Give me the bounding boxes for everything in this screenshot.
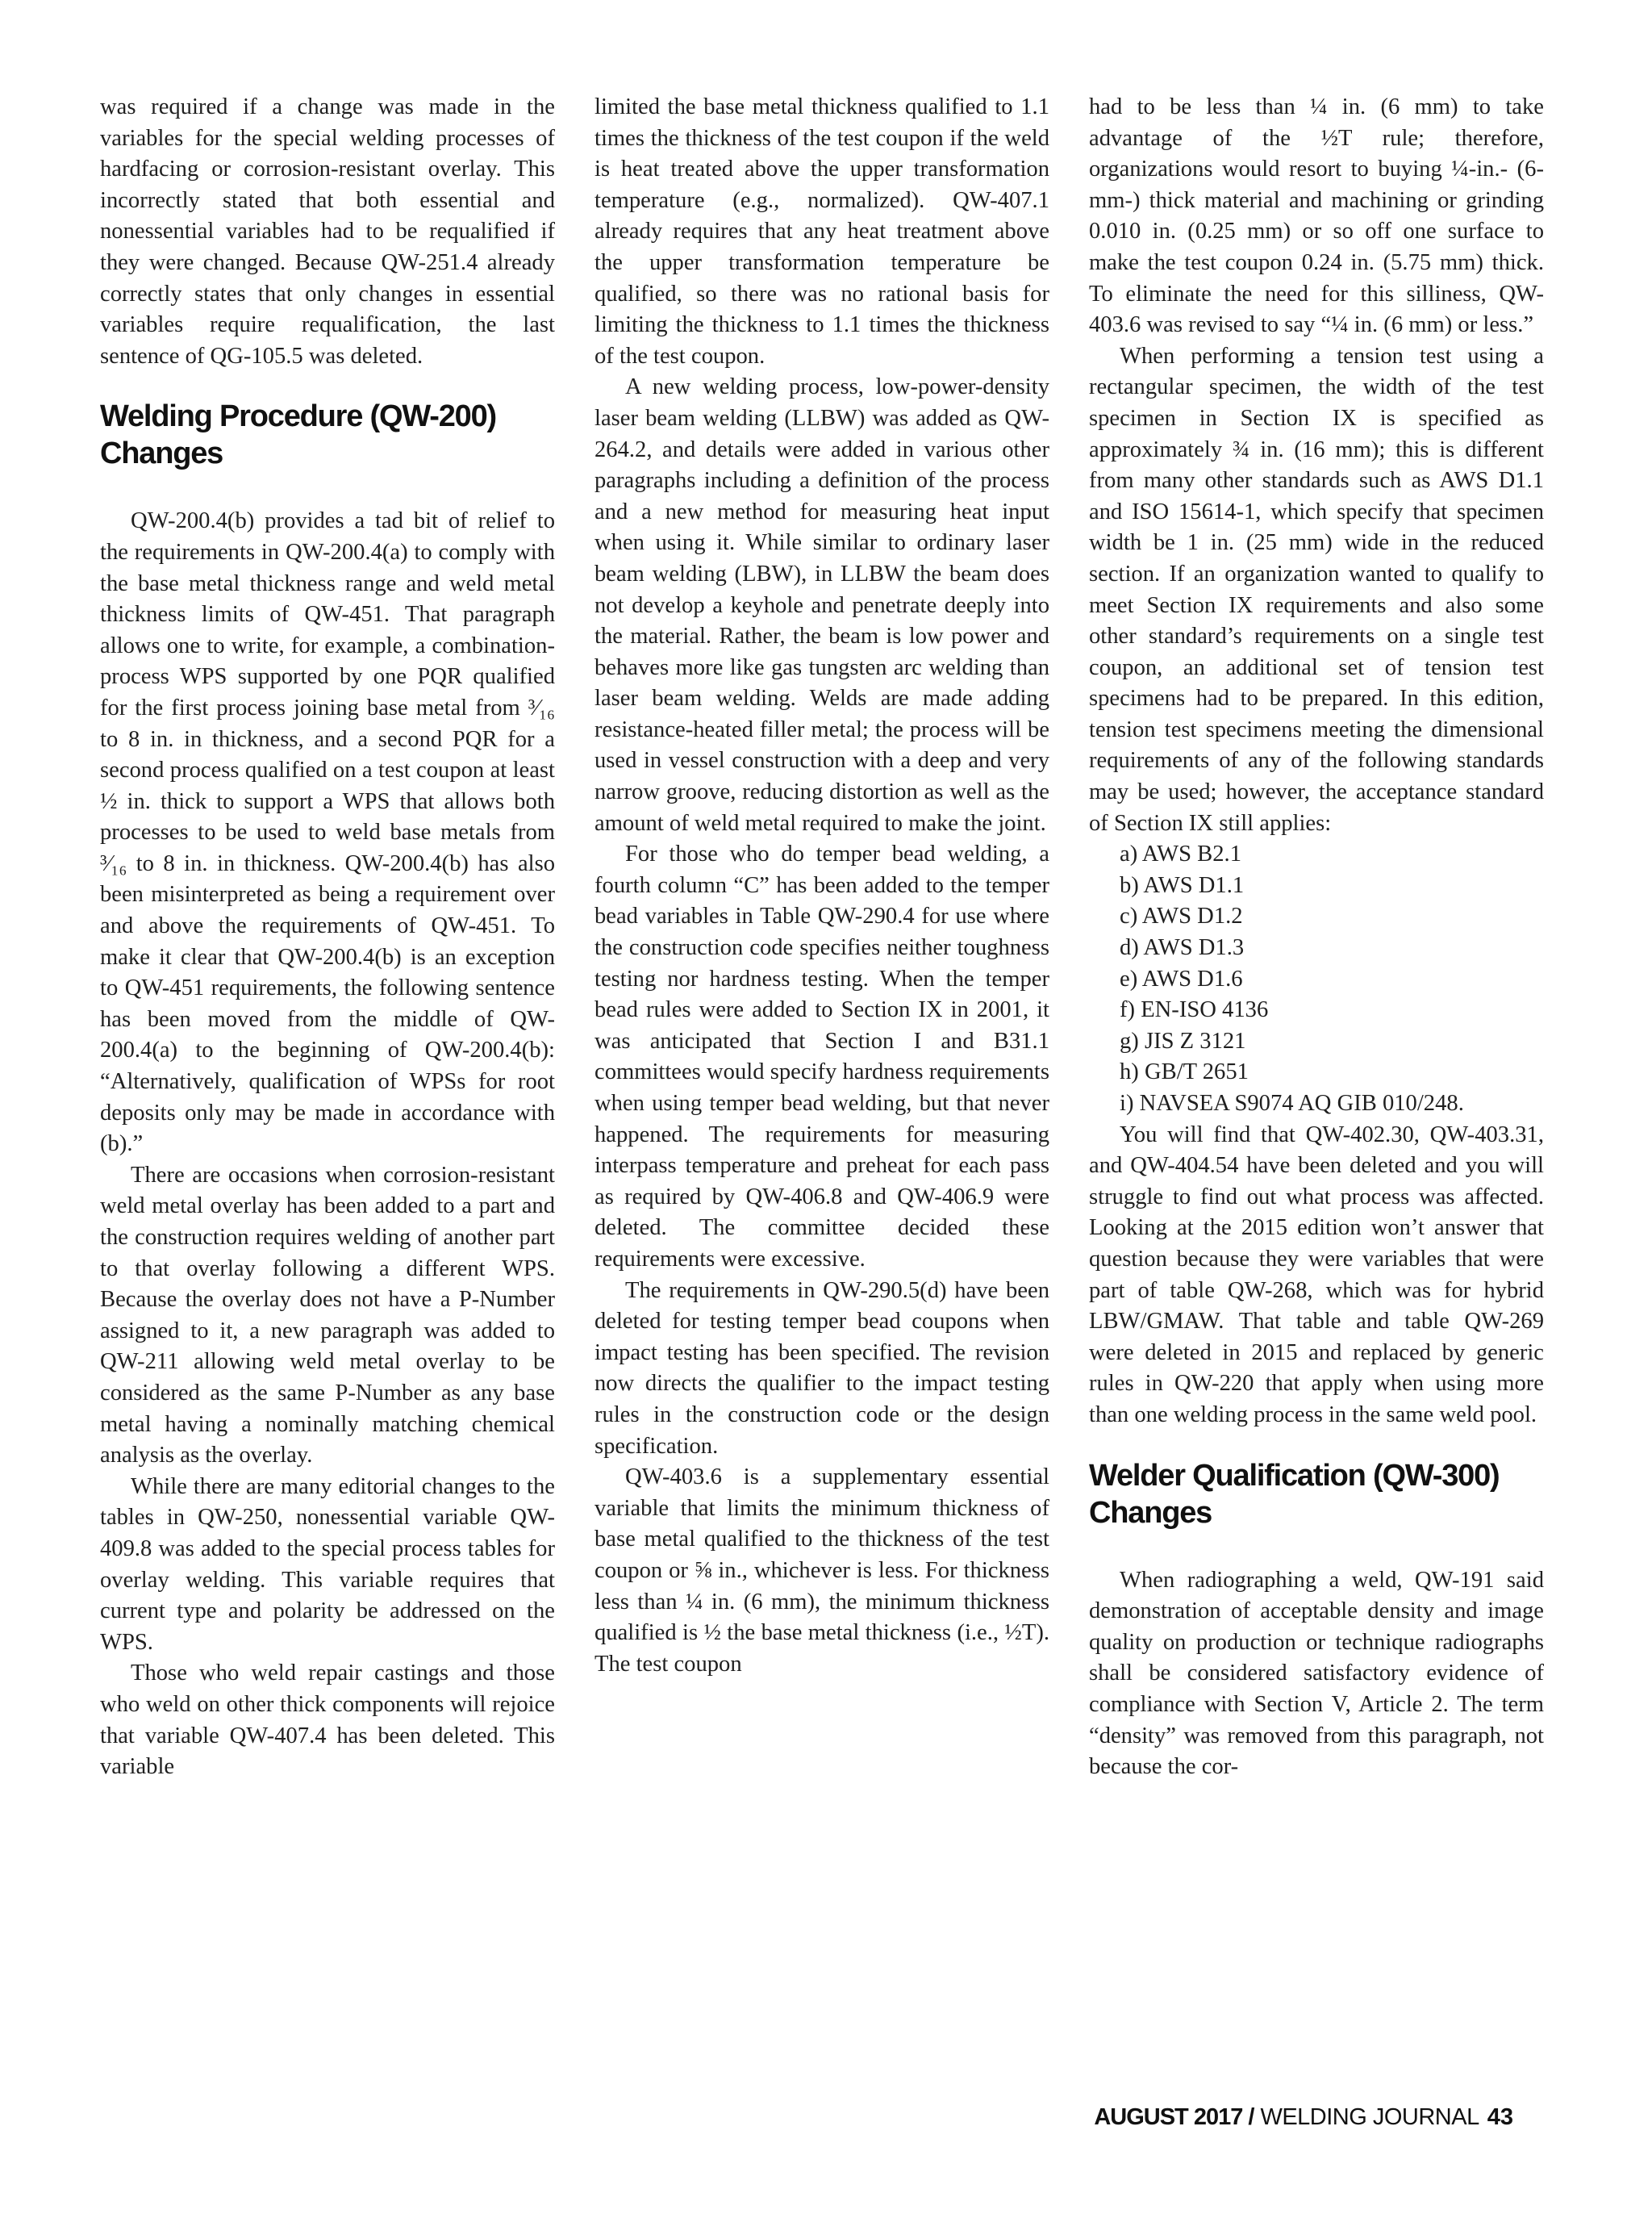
paragraph: When radiographing a weld, QW-191 said demonstration of acceptable density and image quality on production or technique radiographs shall be considered satisfactory evidence of compliance with Section V, Article 2. The term “density” was removed from this paragraph, not because the cor-: [1089, 1567, 1544, 1780]
section-heading-welder-qualification: Welder Qualification (QW-300) Changes: [1089, 1458, 1500, 1530]
list-item: c) AWS D1.2: [1120, 904, 1243, 929]
list-item: f) EN-ISO 4136: [1120, 997, 1269, 1023]
standards-list: [1089, 839, 1544, 1119]
paragraph: A new welding process, low-power-density laser beam welding (LLBW) was added as QW-264.2, and details were added in various other paragraphs including a definition of the process and a new method for measuring heat input when using it. While similar to ordinary laser beam welding (LBW), in LLBW the beam does not develop a keyhole and penetrate deeply into the material. Rather, the beam is low power and behaves more like gas tungsten arc welding than laser beam welding. Welds are made adding resistance-heated filler metal; the process will be used in vessel construction with a deep and very narrow groove, reducing distortion as well as the amount of weld metal required to make the joint.: [594, 374, 1049, 836]
column-3: [1089, 92, 1544, 1783]
paragraph: Those who weld repair castings and those who weld on other thick components will rejoice that variable QW-407.4 has been deleted. This variable: [100, 1660, 555, 1780]
paragraph: You will find that QW-402.30, QW-403.31, and QW-404.54 have been deleted and you will struggle to find out what process was affected. Looking at the 2015 edition won’t answer that question because they were variables that were part of table QW-268, which was for hybrid LBW/GMAW. That table and table QW-269 were deleted in 2015 and replaced by generic rules in QW-220 that apply when using more than one welding process in the same weld pool.: [1089, 1122, 1544, 1427]
list-item: b) AWS D1.1: [1120, 872, 1245, 898]
paragraph: was required if a change was made in the variables for the special welding processes of hardfacing or corrosion-resistant overlay. This incorrectly stated that both essential and nonessential variables had to be requalified if they were changed. Because QW-251.4 already correctly states that only changes in essential variables require requalification, the last sentence of QG-105.5 was deleted.: [100, 94, 555, 369]
paragraph: While there are many editorial changes to the tables in QW-250, nonessential variable QW-409.8 was added to the special process tables for overlay welding. This variable requires that current type and polarity be addressed on the WPS.: [100, 1473, 555, 1655]
list-item: a) AWS B2.1: [1120, 842, 1241, 867]
page-number: 43: [1487, 2104, 1513, 2130]
section-heading-welding-procedure: Welding Procedure (QW-200) Changes: [100, 399, 496, 471]
publication-name: WELDING JOURNAL: [1260, 2104, 1479, 2130]
column-1: [100, 92, 555, 1783]
paragraph: QW-403.6 is a supplementary essential variable that limits the minimum thickness of base metal qualified to the thickness of the test coupon or ⅝ in., whichever is less. For thickness less than ¼ in. (6 mm), the minimum thickness qualified is ½ the base metal thickness (i.e., ½T). The test coupon: [594, 1464, 1049, 1677]
list-item: d) AWS D1.3: [1120, 935, 1245, 961]
paragraph: When performing a tension test using a rectangular specimen, the width of the test specimen in Section IX is specified as approximately ¾ in. (16 mm); this is different from many other standards such as AWS D1.1 and ISO 15614-1, which specify that specimen width be 1 in. (25 mm) wide in the reduced section. If an organization wanted to qualify to meet Section IX requirements and also some other standard’s requirements on a single test coupon, an additional set of tension test specimens had to be prepared. In this edition, tension test specimens meeting the dimensional requirements of any of the following standards may be used; however, the acceptance standard of Section IX still applies:: [1089, 343, 1544, 836]
list-item: i) NAVSEA S9074 AQ GIB 010/248.: [1120, 1091, 1464, 1116]
paragraph: limited the base metal thickness qualified to 1.1 times the thickness of the test coupon if the weld is heat treated above the upper transformation temperature (e.g., normalized). QW-407.1 already requires that any heat treatment above the upper transformation temperature be qualified, so there was no rational basis for limiting the thickness to 1.1 times the thickness of the test coupon.: [594, 94, 1049, 369]
paragraph: For those who do temper bead welding, a fourth column “C” has been added to the temper bead variables in Table QW-290.4 for use where the construction code specifies neither toughness testing nor hardness testing. When the temper bead rules were added to Section IX in 2001, it was anticipated that Section I and B31.1 committees would specify hardness requirements when using temper bead welding, but that never happened. The requirements for measuring interpass temperature and preheat for each pass as required by QW-406.8 and QW-406.9 were deleted. The committee decided these requirements were excessive.: [594, 842, 1049, 1272]
column-2: [594, 92, 1049, 1680]
paragraph: had to be less than ¼ in. (6 mm) to take advantage of the ½T rule; therefore, organizations would resort to buying ¼-in.- (6-mm-) thick material and machining or grinding 0.010 in. (0.25 mm) or so off one surface to make the test coupon 0.24 in. (5.75 mm) thick. To eliminate the need for this silliness, QW-403.6 was revised to say “¼ in. (6 mm) or less.”: [1089, 94, 1544, 338]
paragraph: The requirements in QW-290.5(d) have been deleted for testing temper bead coupons when impact testing has been specified. The revision now directs the qualifier to the impact testing rules in the construction code or the design specification.: [594, 1277, 1049, 1459]
paragraph: There are occasions when corrosion-resistant weld metal overlay has been added to a part and the construction requires welding of another part to that overlay following a different WPS. Because the overlay does not have a P-Number assigned to it, a new paragraph was added to QW-211 allowing weld metal overlay to be considered as the same P-Number as any base metal having a nominally matching chemical analysis as the overlay.: [100, 1162, 555, 1468]
list-item: e) AWS D1.6: [1120, 966, 1243, 992]
list-item: h) GB/T 2651: [1120, 1059, 1249, 1085]
page-footer: [1094, 2104, 1513, 2131]
paragraph: QW-200.4(b) provides a tad bit of relief to the requirements in QW-200.4(a) to comply with the base metal thickness range and weld metal thickness limits of QW-451. That paragraph allows one to write, for example, a combination-process WPS supported by one PQR qualified for the first process joining base metal from ³⁄₁₆ to 8 in. in thickness, and a second PQR for a second process qualified on a test coupon at least ½ in. thick to support a WPS that allows both processes to be used to weld base metals from ³⁄₁₆ to 8 in. in thickness. QW-200.4(b) has also been misinterpreted as being a requirement over and above the requirements of QW-451. To make it clear that QW-200.4(b) is an exception to QW-451 requirements, the following sentence has been moved from the middle of QW-200.4(a) to the beginning of QW-200.4(b): “Alternatively, qualification of WPSs for root deposits only may be made in accordance with (b).”: [100, 508, 555, 1157]
issue-date: AUGUST 2017 /: [1094, 2104, 1254, 2130]
list-item: g) JIS Z 3121: [1120, 1028, 1246, 1054]
